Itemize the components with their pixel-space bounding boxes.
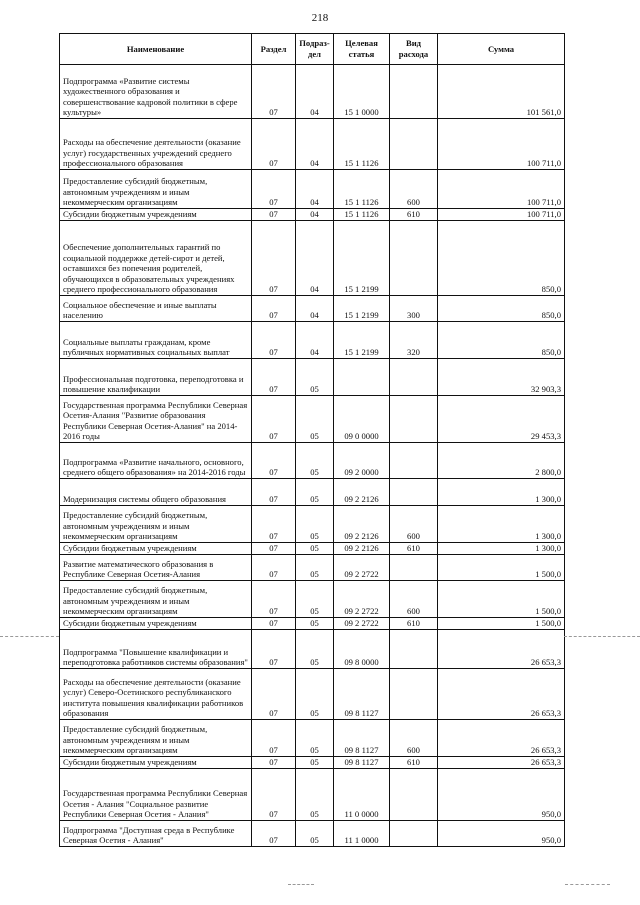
scan-artifact-line: [565, 884, 610, 885]
row-kind: 610: [390, 543, 438, 555]
row-target: 15 1 2199: [334, 322, 390, 359]
row-section: 07: [252, 396, 296, 443]
row-section: 07: [252, 618, 296, 630]
row-section: 07: [252, 209, 296, 221]
header-subsection: Подраз- дел: [296, 34, 334, 65]
table-header-row: [60, 34, 565, 65]
table-row: [60, 506, 565, 543]
row-kind: [390, 479, 438, 506]
row-subsection: 05: [296, 669, 334, 720]
row-target: 15 1 0000: [334, 65, 390, 119]
row-amount: 850,0: [438, 322, 565, 359]
row-amount: 100 711,0: [438, 209, 565, 221]
row-amount: 26 653,3: [438, 757, 565, 769]
table-row: [60, 296, 565, 322]
row-target: 09 2 2126: [334, 506, 390, 543]
row-name: Подпрограмма "Повышение квалификации и переподготовка работников системы образования": [60, 630, 252, 669]
row-kind: 600: [390, 170, 438, 209]
header-expense-type: Вид расхода: [390, 34, 438, 65]
table-row: [60, 209, 565, 221]
row-section: 07: [252, 170, 296, 209]
table-row: [60, 618, 565, 630]
row-subsection: 04: [296, 221, 334, 296]
row-target: 15 1 1126: [334, 209, 390, 221]
row-name: Субсидии бюджетным учреждениям: [60, 757, 252, 769]
row-name: Субсидии бюджетным учреждениям: [60, 209, 252, 221]
row-kind: [390, 669, 438, 720]
row-subsection: 05: [296, 821, 334, 847]
row-subsection: 05: [296, 555, 334, 581]
row-subsection: 05: [296, 618, 334, 630]
row-amount: 29 453,3: [438, 396, 565, 443]
row-kind: [390, 443, 438, 479]
row-target: [334, 359, 390, 396]
row-name: Подпрограмма "Доступная среда в Республике Северная Осетия - Алания": [60, 821, 252, 847]
row-name: Обеспечение дополнительных гарантий по социальной поддержке детей-сирот и детей, оставшихся без попечения родителей, обучающихся в образовательных учреждениях среднего профессионального образования: [60, 221, 252, 296]
row-section: 07: [252, 221, 296, 296]
row-name: Предоставление субсидий бюджетным, автономным учреждениям и иным некоммерческим организациям: [60, 170, 252, 209]
row-amount: 850,0: [438, 221, 565, 296]
row-subsection: 05: [296, 581, 334, 618]
row-target: 09 2 2722: [334, 555, 390, 581]
row-amount: 1 300,0: [438, 479, 565, 506]
table-row: [60, 443, 565, 479]
row-section: 07: [252, 506, 296, 543]
table-row: [60, 555, 565, 581]
row-kind: [390, 630, 438, 669]
row-name: Предоставление субсидий бюджетным, автономным учреждениям и иным некоммерческим организациям: [60, 720, 252, 757]
row-target: 15 1 2199: [334, 221, 390, 296]
row-amount: 26 653,3: [438, 669, 565, 720]
row-kind: 600: [390, 506, 438, 543]
row-name: Подпрограмма «Развитие начального, основного, среднего общего образования» на 2014-2016 годы: [60, 443, 252, 479]
row-kind: 600: [390, 720, 438, 757]
row-section: 07: [252, 296, 296, 322]
row-name: Расходы на обеспечение деятельности (оказание услуг) государственных учреждений среднего профессионального образования: [60, 119, 252, 170]
row-amount: 101 561,0: [438, 65, 565, 119]
row-section: 07: [252, 581, 296, 618]
header-target-item: Целевая статья: [334, 34, 390, 65]
row-name: Модернизация системы общего образования: [60, 479, 252, 506]
row-kind: 300: [390, 296, 438, 322]
row-amount: 26 653,3: [438, 630, 565, 669]
row-section: 07: [252, 555, 296, 581]
row-kind: [390, 396, 438, 443]
header-section: Раздел: [252, 34, 296, 65]
row-amount: 1 500,0: [438, 581, 565, 618]
row-amount: 32 903,3: [438, 359, 565, 396]
header-name: Наименование: [60, 34, 252, 65]
row-amount: 1 300,0: [438, 543, 565, 555]
row-section: 07: [252, 359, 296, 396]
row-amount: 850,0: [438, 296, 565, 322]
row-target: 09 2 2126: [334, 479, 390, 506]
row-section: 07: [252, 821, 296, 847]
row-subsection: 04: [296, 209, 334, 221]
row-name: Социальное обеспечение и иные выплаты населению: [60, 296, 252, 322]
table-row: [60, 396, 565, 443]
row-kind: [390, 555, 438, 581]
row-target: 09 2 0000: [334, 443, 390, 479]
row-section: 07: [252, 769, 296, 821]
budget-table: [59, 33, 565, 847]
row-section: 07: [252, 720, 296, 757]
row-subsection: 05: [296, 396, 334, 443]
row-name: Социальные выплаты гражданам, кроме публичных нормативных социальных выплат: [60, 322, 252, 359]
row-subsection: 05: [296, 630, 334, 669]
row-target: 11 0 0000: [334, 769, 390, 821]
row-kind: 320: [390, 322, 438, 359]
row-subsection: 05: [296, 720, 334, 757]
row-subsection: 04: [296, 170, 334, 209]
table-row: [60, 322, 565, 359]
table-row: [60, 630, 565, 669]
row-subsection: 04: [296, 119, 334, 170]
row-kind: [390, 769, 438, 821]
row-section: 07: [252, 630, 296, 669]
table-row: [60, 581, 565, 618]
row-target: 09 2 2126: [334, 543, 390, 555]
row-section: 07: [252, 669, 296, 720]
row-amount: 100 711,0: [438, 170, 565, 209]
scan-artifact-line: [564, 636, 640, 637]
table-row: [60, 359, 565, 396]
row-kind: 610: [390, 618, 438, 630]
row-target: 15 1 1126: [334, 170, 390, 209]
row-name: Подпрограмма «Развитие системы художественного образования и совершенствование кадровой политики в сфере культуры»: [60, 65, 252, 119]
table-row: [60, 119, 565, 170]
row-subsection: 05: [296, 757, 334, 769]
row-kind: [390, 359, 438, 396]
table-row: [60, 221, 565, 296]
row-kind: 600: [390, 581, 438, 618]
row-subsection: 05: [296, 506, 334, 543]
page-number: 218: [311, 12, 329, 24]
row-section: 07: [252, 322, 296, 359]
table-row: [60, 65, 565, 119]
row-subsection: 05: [296, 543, 334, 555]
row-subsection: 04: [296, 296, 334, 322]
row-kind: [390, 119, 438, 170]
scan-artifact-line: [0, 636, 59, 637]
row-name: Предоставление субсидий бюджетным, автономным учреждениям и иным некоммерческим организациям: [60, 506, 252, 543]
row-target: 09 2 2722: [334, 618, 390, 630]
row-name: Расходы на обеспечение деятельности (оказание услуг) Северо-Осетинского республиканского института повышения квалификации работников образования: [60, 669, 252, 720]
row-target: 09 8 1127: [334, 669, 390, 720]
row-amount: 100 711,0: [438, 119, 565, 170]
row-name: Государственная программа Республики Северная Осетия-Алания "Развитие образования Республики Северная Осетия-Алания" на 2014-2016 годы: [60, 396, 252, 443]
table-row: [60, 669, 565, 720]
row-target: 09 8 1127: [334, 757, 390, 769]
row-amount: 1 500,0: [438, 555, 565, 581]
row-kind: 610: [390, 757, 438, 769]
row-name: Субсидии бюджетным учреждениям: [60, 618, 252, 630]
row-name: Профессиональная подготовка, переподготовка и повышение квалификации: [60, 359, 252, 396]
table-row: [60, 543, 565, 555]
row-section: 07: [252, 443, 296, 479]
row-subsection: 04: [296, 322, 334, 359]
row-target: 11 1 0000: [334, 821, 390, 847]
row-target: 15 1 1126: [334, 119, 390, 170]
table-row: [60, 170, 565, 209]
row-target: 09 0 0000: [334, 396, 390, 443]
row-target: 15 1 2199: [334, 296, 390, 322]
scan-artifact-line: [288, 884, 314, 885]
row-name: Предоставление субсидий бюджетным, автономным учреждениям и иным некоммерческим организациям: [60, 581, 252, 618]
row-amount: 2 800,0: [438, 443, 565, 479]
row-section: 07: [252, 543, 296, 555]
row-kind: [390, 65, 438, 119]
row-amount: 26 653,3: [438, 720, 565, 757]
row-name: Государственная программа Республики Северная Осетия - Алания "Социальное развитие Республики Северная Осетия - Алания": [60, 769, 252, 821]
row-name: Субсидии бюджетным учреждениям: [60, 543, 252, 555]
row-target: 09 2 2722: [334, 581, 390, 618]
header-amount: Сумма: [438, 34, 565, 65]
row-kind: [390, 221, 438, 296]
table-row: [60, 479, 565, 506]
row-subsection: 05: [296, 769, 334, 821]
row-kind: 610: [390, 209, 438, 221]
table-row: [60, 757, 565, 769]
table-row: [60, 769, 565, 821]
row-section: 07: [252, 119, 296, 170]
table-row: [60, 720, 565, 757]
row-section: 07: [252, 757, 296, 769]
row-amount: 1 500,0: [438, 618, 565, 630]
row-section: 07: [252, 479, 296, 506]
row-subsection: 04: [296, 65, 334, 119]
table-row: [60, 821, 565, 847]
row-amount: 1 300,0: [438, 506, 565, 543]
row-kind: [390, 821, 438, 847]
row-target: 09 8 1127: [334, 720, 390, 757]
row-target: 09 8 0000: [334, 630, 390, 669]
row-amount: 950,0: [438, 769, 565, 821]
row-subsection: 05: [296, 359, 334, 396]
row-section: 07: [252, 65, 296, 119]
row-subsection: 05: [296, 479, 334, 506]
row-amount: 950,0: [438, 821, 565, 847]
row-subsection: 05: [296, 443, 334, 479]
row-name: Развитие математического образования в Республике Северная Осетия-Алания: [60, 555, 252, 581]
